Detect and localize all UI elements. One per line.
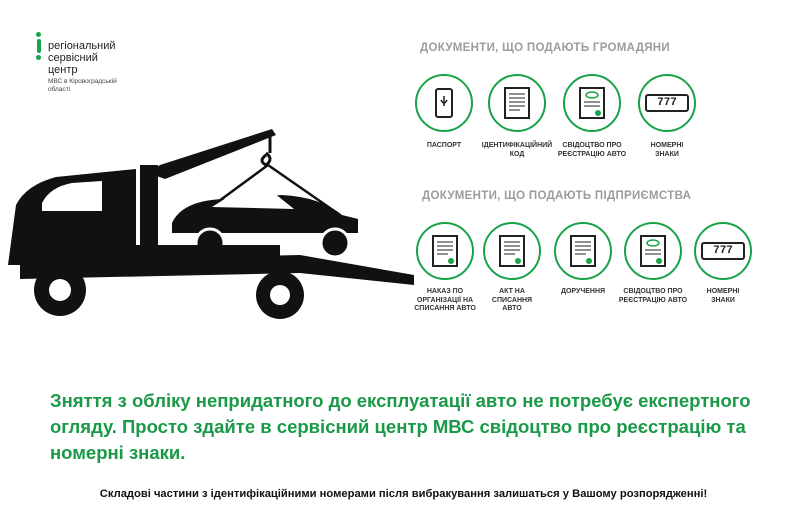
citizens-label-plates: НОМЕРНІ ЗНАКИ xyxy=(650,142,684,158)
companies-section-title: ДОКУМЕНТИ, ЩО ПОДАЮТЬ ПІДПРИЄМСТВА xyxy=(422,190,692,202)
footer-note: Складові частини з ідентифікаційними номерами після вибракування залишаться у Вашому розпорядженні! xyxy=(99,488,708,500)
companies-label-power-of-attorney: ДОРУЧЕННЯ xyxy=(560,288,606,295)
registration-certificate-icon xyxy=(624,222,682,280)
logo-line-3: центр xyxy=(48,64,78,76)
headline-text: Зняття з обліку непридатного до експлуатації авто не потребує експертного огляду. Просто здайте в сервісний центр МВС свідоцтво про реєстрацію та номерні знаки. xyxy=(50,390,751,463)
logo-line-1: регіональний xyxy=(48,40,116,52)
companies-label-order: НАКАЗ ПО ОРГАНІЗАЦІЇ НА СПИСАННЯ АВТО xyxy=(414,288,476,312)
passport-icon xyxy=(415,74,473,132)
license-plate-icon xyxy=(638,74,696,132)
document-icon xyxy=(488,74,546,132)
logo-line-2: сервісний xyxy=(48,52,98,64)
stamped-document-icon xyxy=(416,222,474,280)
license-plate-icon xyxy=(694,222,752,280)
tow-truck-illustration xyxy=(0,95,420,325)
citizens-label-registration: СВІДОЦТВО ПРО РЕЄСТРАЦІЮ АВТО xyxy=(557,142,627,158)
logo-mark xyxy=(36,32,44,62)
companies-label-registration: СВІДОЦТВО ПРО РЕЄСТРАЦІЮ АВТО xyxy=(618,288,688,304)
rsc-logo xyxy=(36,30,156,100)
citizens-label-id-code: ІДЕНТИФІКАЦІЙНИЙ КОД xyxy=(481,142,553,158)
citizens-label-passport: ПАСПОРТ xyxy=(426,142,462,149)
registration-certificate-icon xyxy=(563,74,621,132)
stamped-document-icon xyxy=(554,222,612,280)
license-plate-number: 777 xyxy=(701,242,745,260)
license-plate-number: 777 xyxy=(645,94,689,112)
stamped-document-icon xyxy=(483,222,541,280)
companies-label-plates: НОМЕРНІ ЗНАКИ xyxy=(706,288,740,304)
citizens-section-title: ДОКУМЕНТИ, ЩО ПОДАЮТЬ ГРОМАДЯНИ xyxy=(420,42,670,54)
logo-subtitle: МВС в Кіровоградській області xyxy=(48,78,117,93)
companies-label-act: АКТ НА СПИСАННЯ АВТО xyxy=(491,288,533,312)
